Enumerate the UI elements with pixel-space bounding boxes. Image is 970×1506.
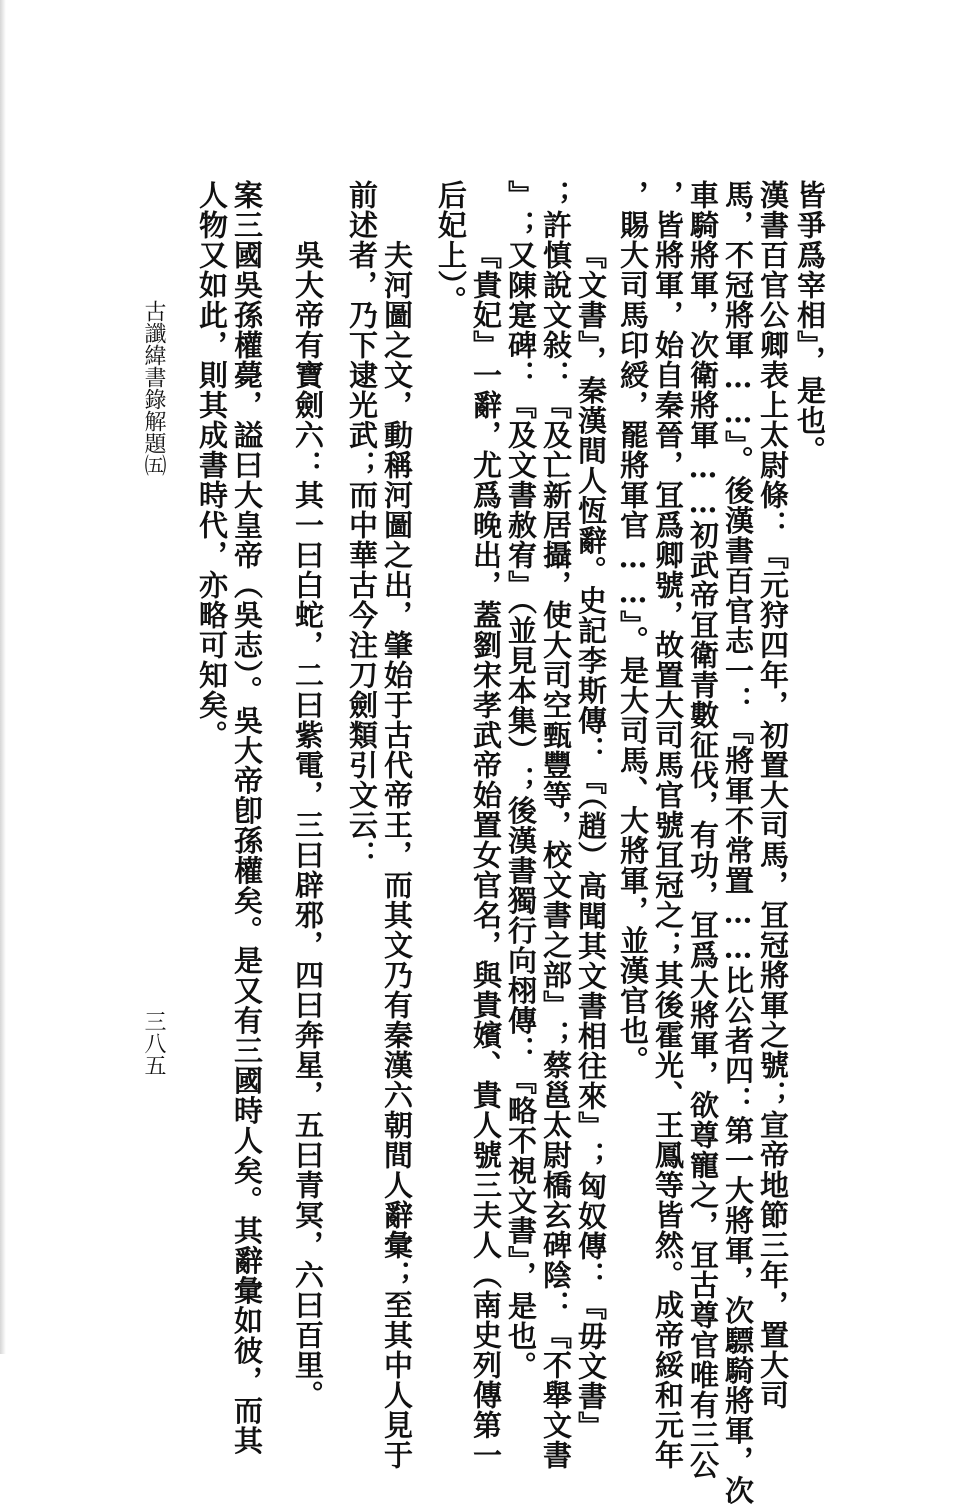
text-column-2: 漢書百官公卿表上太尉條：『元狩四年，初置大司馬，冝冠將軍之號；宣帝地節三年，置大司 [756, 180, 790, 1410]
text-column-7: 『文書』，秦漢間人恆辭。史記李斯傳：『（趙）高聞其文書相往來』；匈奴傳：『毋文書』 [574, 240, 608, 1441]
text-column-8: ；許慎說文敍：『及亡新居攝，使大司空甄豐等，校文書之部』；蔡邕太尉橋玄碑陰：『不舉文書 [539, 180, 573, 1470]
book-title-footer: 古讖緯書錄解題㈤ [141, 300, 166, 476]
scan-edge [0, 0, 6, 1354]
text-column-9: 』；又陳寔碑：『及文書赦宥』（並見本集）；後漢書獨行向栩傳：『略不視文書』，是也。 [504, 180, 538, 1381]
text-column-6: ，賜大司馬印綬，罷將軍官……』。是大司馬、大將軍，並漢官也。 [616, 180, 650, 1076]
text-column-13: 前述者，乃下逮光武；而中華古今注刀劍類引文云： [345, 180, 379, 870]
text-column-5: ，皆將軍，始自秦晉，冝爲卿號，故置大司馬官號冝冠之；其後霍光、王鳳等皆然。成帝綏和元年 [651, 180, 685, 1470]
text-column-14: 吳大帝有寶劍六：其一曰白蛇，二曰紫電，三曰辟邪，四曰奔星，五曰青冥，六曰百里。 [291, 240, 325, 1410]
text-column-10: 『貴妃』一辭，尤爲晚出，蓋劉宋孝武帝始置女官名，與貴嬪、貴人號三夫人（南史列傳第一 [469, 240, 503, 1470]
text-column-4: 車騎將軍，次衛將軍……初武帝冝衛青數征伐，有功，冝爲大將軍，欲尊寵之，冝古尊官唯有三公 [686, 180, 720, 1480]
text-column-12: 夫河圖之文，動稱河圖之出，肇始于古代帝王，而其文乃有秦漢六朝間人辭彙；至其中人見于 [380, 240, 414, 1470]
text-column-15: 案三國吳孫權薨，謚曰大皇帝（吳志）。吳大帝卽孫權矣。是又有三國時人矣。其辭彙如彼，而其 [230, 180, 264, 1456]
text-column-16: 人物又如此，則其成書時代，亦略可知矣。 [195, 180, 229, 750]
text-column-11: 后妃上）。 [434, 180, 468, 316]
text-column-3: 馬，不冠將軍……』。後漢書百官志一：『將軍不常置……比公者四：第一大將軍，次驃騎將軍，次 [721, 180, 755, 1506]
page-number: 三八五 [141, 1010, 166, 1076]
text-column-1: 皆爭爲宰相』，是也。 [793, 180, 827, 466]
